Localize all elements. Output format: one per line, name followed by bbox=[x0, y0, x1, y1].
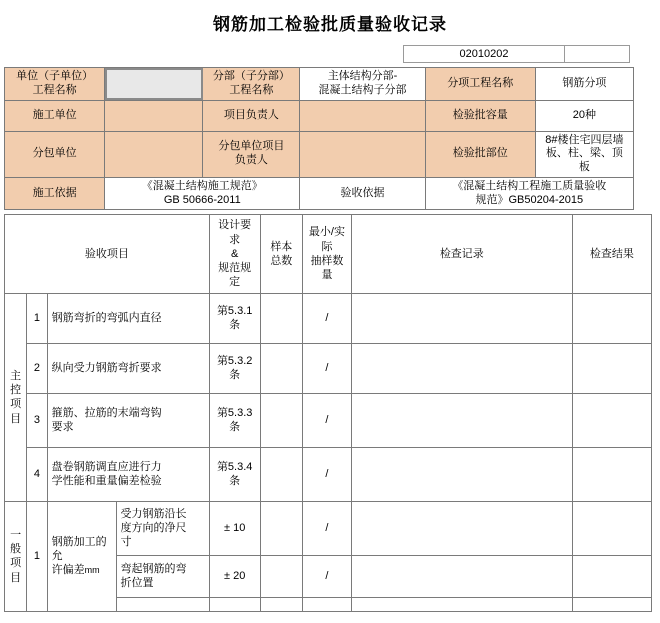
label-subcontract-leader: 分包单位项目 负责人 bbox=[203, 131, 300, 177]
value-subcontract-leader[interactable] bbox=[300, 131, 425, 177]
label-division-project-name: 分部（子分部） 工程名称 bbox=[203, 68, 300, 101]
row-sample-min: / bbox=[303, 343, 352, 393]
row-record[interactable] bbox=[351, 343, 572, 393]
row-sample-total[interactable] bbox=[260, 393, 303, 447]
row-subitem-next bbox=[116, 597, 209, 611]
row-sample-total[interactable] bbox=[260, 555, 303, 597]
label-construction-basis: 施工依据 bbox=[5, 177, 105, 210]
value-batch-capacity[interactable]: 20种 bbox=[535, 100, 633, 131]
value-subcontractor[interactable] bbox=[105, 131, 203, 177]
table-row bbox=[5, 447, 652, 501]
col-sample-min: 最小/实际 抽样数量 bbox=[303, 215, 352, 293]
table-row bbox=[5, 501, 652, 555]
row-result[interactable] bbox=[572, 447, 651, 501]
row-record[interactable] bbox=[351, 393, 572, 447]
value-construction-basis[interactable]: 《混凝土结构施工规范》 GB 50666-2011 bbox=[105, 177, 300, 210]
row-sample-total[interactable] bbox=[260, 293, 303, 343]
col-sample-total: 样本 总数 bbox=[260, 215, 303, 293]
value-subitem-project-name[interactable]: 钢筋分项 bbox=[535, 68, 633, 101]
row-spec-next bbox=[209, 597, 260, 611]
row-item: 纵向受力钢筋弯折要求 bbox=[47, 343, 209, 393]
row-record[interactable] bbox=[351, 555, 572, 597]
value-batch-location[interactable]: 8#楼住宅四层墙 板、柱、梁、顶 板 bbox=[535, 131, 633, 177]
value-unit-project-name[interactable] bbox=[105, 68, 203, 101]
row-sample-total-next[interactable] bbox=[260, 597, 303, 611]
row-subitem: 弯起钢筋的弯 折位置 bbox=[116, 555, 209, 597]
row-result[interactable] bbox=[572, 393, 651, 447]
label-subitem-project-name: 分项工程名称 bbox=[425, 68, 535, 101]
table-row bbox=[5, 393, 652, 447]
row-index: 1 bbox=[27, 501, 47, 611]
label-unit-project-name: 单位（子单位） 工程名称 bbox=[5, 68, 105, 101]
row-sample-min-next bbox=[303, 597, 352, 611]
header-row-3 bbox=[5, 131, 634, 177]
row-item: 箍筋、拉筋的末端弯钩 要求 bbox=[47, 393, 209, 447]
row-sample-min: / bbox=[303, 555, 352, 597]
label-subcontractor: 分包单位 bbox=[5, 131, 105, 177]
row-record[interactable] bbox=[351, 447, 572, 501]
label-construction-unit: 施工单位 bbox=[5, 100, 105, 131]
row-spec: 第5.3.2 条 bbox=[209, 343, 260, 393]
table-header-row bbox=[5, 215, 652, 293]
table-row bbox=[5, 293, 652, 343]
group-label-main-items: 主控项目 bbox=[5, 293, 27, 501]
row-sample-total[interactable] bbox=[260, 343, 303, 393]
row-sample-total[interactable] bbox=[260, 501, 303, 555]
row-index: 4 bbox=[27, 447, 47, 501]
header-row-2 bbox=[5, 100, 634, 131]
col-result: 检查结果 bbox=[572, 215, 651, 293]
group-label-general-items: 一般项目 bbox=[5, 501, 27, 611]
col-spec: 设计要求 & 规范规定 bbox=[209, 215, 260, 293]
value-construction-unit[interactable] bbox=[105, 100, 203, 131]
row-index: 1 bbox=[27, 293, 47, 343]
row-spec: 第5.3.3 条 bbox=[209, 393, 260, 447]
row-index: 2 bbox=[27, 343, 47, 393]
row-sample-min: / bbox=[303, 393, 352, 447]
doc-number-blank[interactable] bbox=[565, 45, 630, 63]
value-acceptance-basis[interactable]: 《混凝土结构工程施工质量验收 规范》GB50204-2015 bbox=[425, 177, 633, 210]
row-record-next[interactable] bbox=[351, 597, 572, 611]
row-sample-min: / bbox=[303, 447, 352, 501]
label-batch-capacity: 检验批容量 bbox=[425, 100, 535, 131]
page-title: 钢筋加工检验批质量验收记录 bbox=[213, 15, 447, 34]
row-spec: ± 20 bbox=[209, 555, 260, 597]
acceptance-table bbox=[4, 214, 652, 611]
row-sample-min: / bbox=[303, 293, 352, 343]
row-spec: ± 10 bbox=[209, 501, 260, 555]
row-result[interactable] bbox=[572, 343, 651, 393]
row-result[interactable] bbox=[572, 501, 651, 555]
row-record[interactable] bbox=[351, 293, 572, 343]
row-index: 3 bbox=[27, 393, 47, 447]
row-spec: 第5.3.4 条 bbox=[209, 447, 260, 501]
row-item: 钢筋加工的允 许偏差mm bbox=[47, 501, 116, 611]
value-division-project-name[interactable]: 主体结构分部- 混凝土结构子分部 bbox=[300, 68, 425, 101]
row-result[interactable] bbox=[572, 555, 651, 597]
col-acceptance-item: 验收项目 bbox=[5, 215, 210, 293]
label-acceptance-basis: 验收依据 bbox=[300, 177, 425, 210]
row-item: 盘卷钢筋调直应进行力 学性能和重量偏差检验 bbox=[47, 447, 209, 501]
table-row bbox=[5, 343, 652, 393]
row-sample-total[interactable] bbox=[260, 447, 303, 501]
row-record[interactable] bbox=[351, 501, 572, 555]
row-subitem: 受力钢筋沿长 度方向的净尺 寸 bbox=[116, 501, 209, 555]
header-table bbox=[4, 67, 634, 210]
label-batch-location: 检验批部位 bbox=[425, 131, 535, 177]
doc-number-row bbox=[0, 45, 660, 67]
value-project-leader[interactable] bbox=[300, 100, 425, 131]
header-row-4 bbox=[5, 177, 634, 210]
row-sample-min: / bbox=[303, 501, 352, 555]
doc-number-value[interactable]: 02010202 bbox=[403, 45, 565, 63]
col-record: 检查记录 bbox=[351, 215, 572, 293]
row-spec: 第5.3.1 条 bbox=[209, 293, 260, 343]
row-item: 钢筋弯折的弯弧内直径 bbox=[47, 293, 209, 343]
header-row-1 bbox=[5, 68, 634, 101]
row-result[interactable] bbox=[572, 293, 651, 343]
row-result-next[interactable] bbox=[572, 597, 651, 611]
label-project-leader: 项目负责人 bbox=[203, 100, 300, 131]
